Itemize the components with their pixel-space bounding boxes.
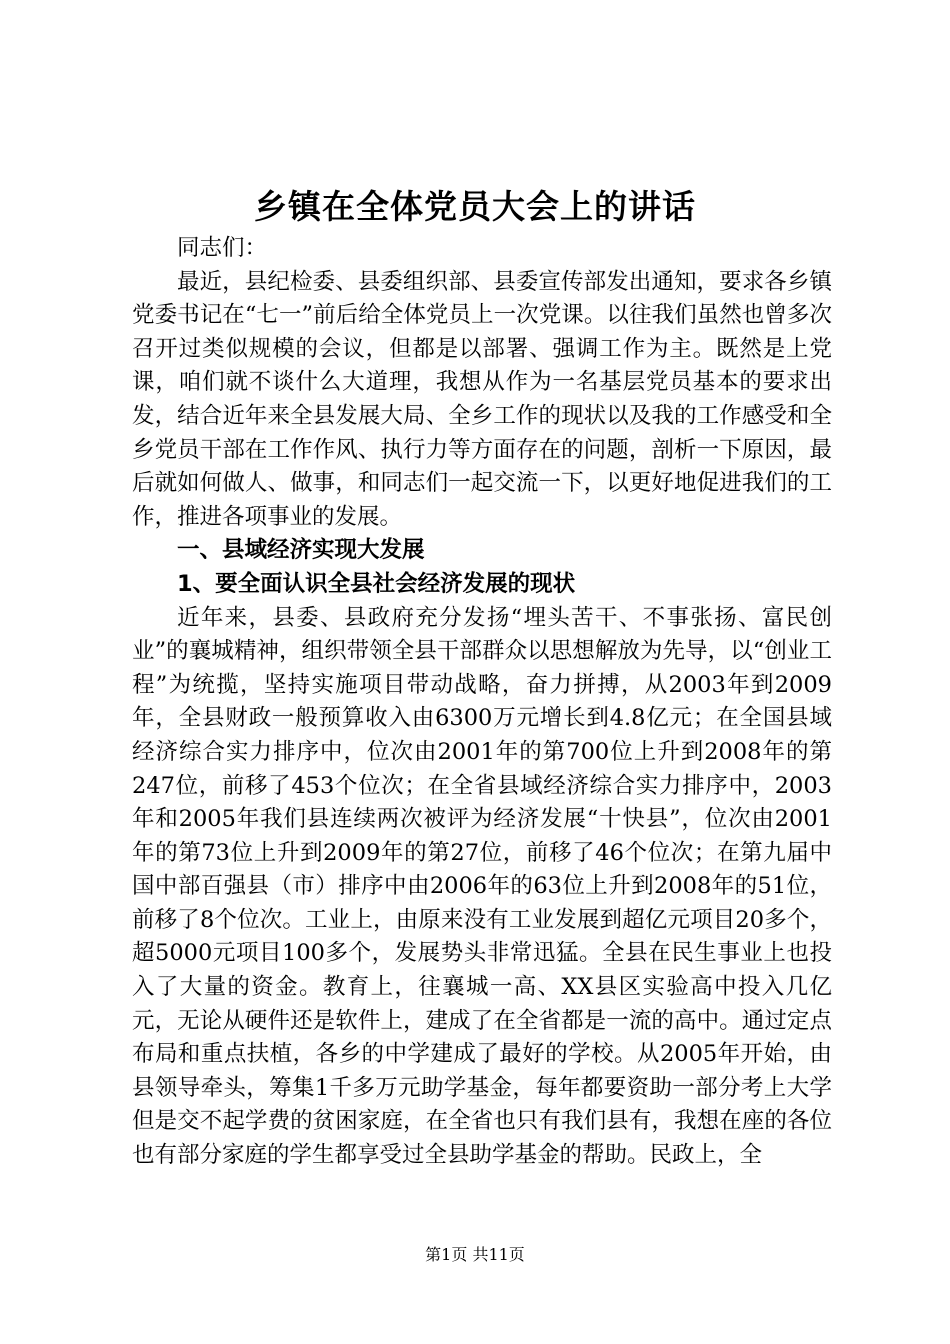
- paragraph: 近年来，县委、县政府充分发扬“埋头苦干、不事张扬、富民创业”的襄城精神，组织带领全县干部群众以思想解放为先导，以“创业工程”为统揽，坚持实施项目带动战略，奋力拼搏，从2003年到2009年，全县财政一般预算收入由6300万元增长到4.8亿元；在全国县域经济综合实力排序中，位次由2001年的第700位上升到2008年的第247位，前移了453个位次；在全省县域经济综合实力排序中，2003年和2005年我们县连续两次被评为经济发展“十快县”，位次由2001年的第73位上升到2009年的第27位，前移了46个位次；在第九届中国中部百强县（市）排序中由2006年的63位上升到2008年的51位，前移了8个位次。工业上，由原来没有工业发展到超亿元项目20多个，超5000元项目100多个，发展势头非常迅猛。全县在民生事业上也投入了大量的资金。教育上，往襄城一高、XX县区实验高中投入几亿元，无论从硬件还是软件上，建成了在全省都是一流的高中。通过定点布局和重点扶植，各乡的中学建成了最好的学校。从2005年开始，由县领导牵头，筹集1千多万元助学基金，每年都要资助一部分考上大学但是交不起学费的贫困家庭，在全省也只有我们县有，我想在座的各位也有部分家庭的学生都享受过全县助学基金的帮助。民政上，全: [132, 604, 832, 1169]
- document-title: 乡镇在全体党员大会上的讲话: [254, 187, 696, 226]
- greeting: 同志们：: [177, 235, 268, 261]
- document-body: [132, 232, 832, 1173]
- paragraph: 最近，县纪检委、县委组织部、县委宣传部发出通知，要求各乡镇党委书记在“七一”前后给全体党员上一次党课。以往我们虽然也曾多次召开过类似规模的会议，但都是以部署、强调工作为主。既然是上党课，咱们就不谈什么大道理，我想从作为一名基层党员基本的要求出发，结合近年来全县发展大局、全乡工作的现状以及我的工作感受和全乡党员干部在工作作风、执行力等方面存在的问题，剖析一下原因，最后就如何做人、做事，和同志们一起交流一下，以更好地促进我们的工作，推进各项事业的发展。: [132, 268, 832, 530]
- section-heading: 一、县域经济实现大发展: [177, 537, 425, 564]
- page-number: 第1页 共11页: [425, 1245, 525, 1264]
- subsection-heading: 1、要全面认识全县社会经济发展的现状: [177, 570, 576, 597]
